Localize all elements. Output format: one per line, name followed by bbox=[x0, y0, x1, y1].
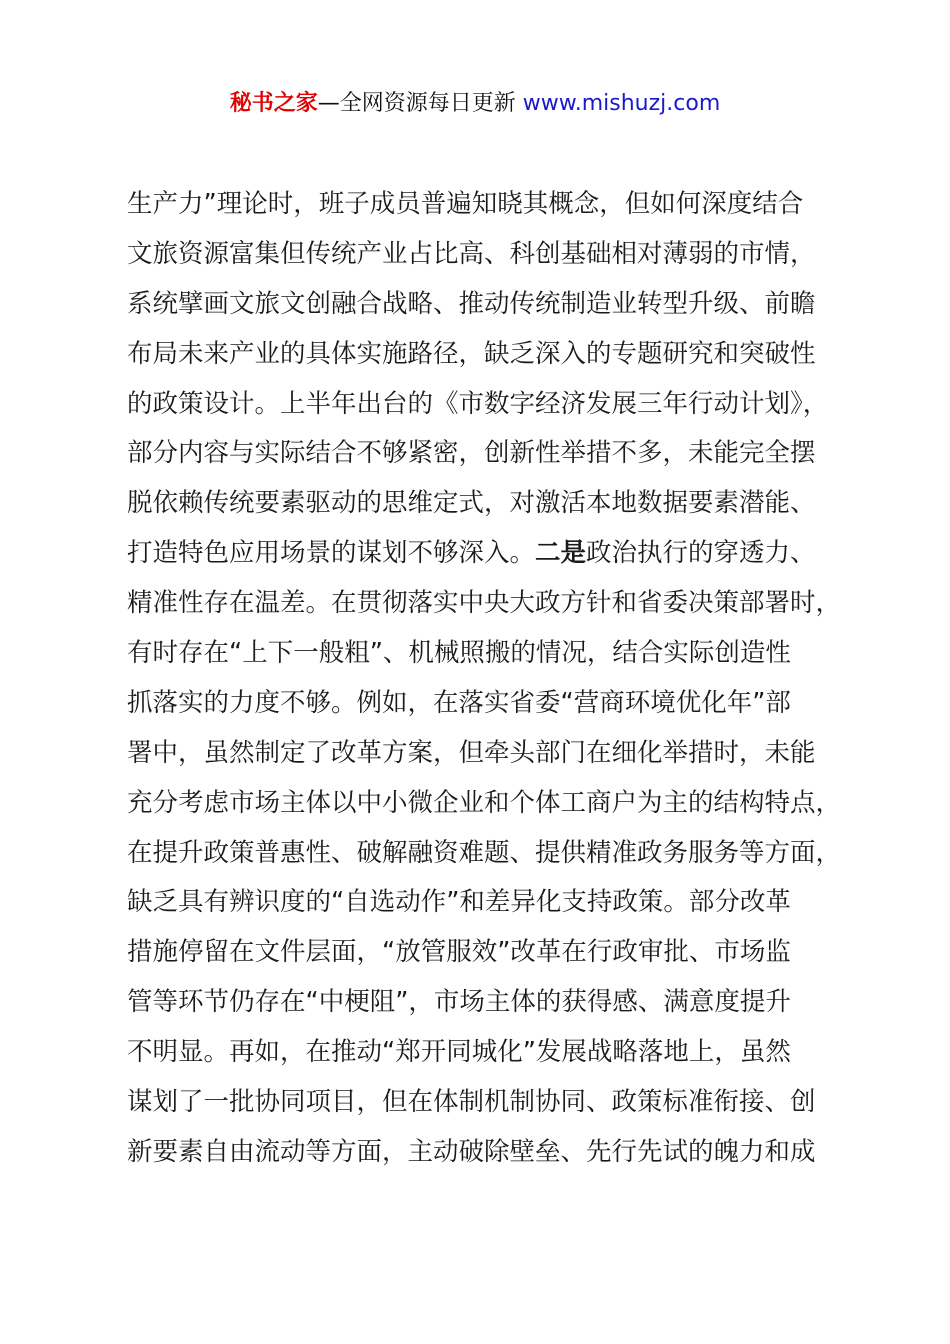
body-line-16: 措施停留在文件层面，“放管服效”改革在行政审批、市场监 bbox=[127, 937, 791, 968]
site-tagline: —全网资源每日更新 bbox=[317, 91, 523, 116]
body-line-12: 署中，虽然制定了改革方案，但牵头部门在细化举措时，未能 bbox=[127, 737, 816, 768]
site-brand: 秘书之家 bbox=[229, 91, 318, 116]
page-header bbox=[0, 88, 950, 120]
body-line-2: 文旅资源富集但传统产业占比高、科创基础相对薄弱的市情， bbox=[127, 238, 816, 269]
body-line-6: 部分内容与实际结合不够紧密，创新性举措不多，未能完全摆 bbox=[127, 438, 816, 469]
body-line-5: 的政策设计。上半年出台的《市数字经济发展三年行动计划》， bbox=[127, 388, 829, 419]
body-line-8-tail: 政治执行的穿透力、 bbox=[586, 538, 816, 569]
body-line-14: 在提升政策普惠性、破解融资难题、提供精准政务服务等方面， bbox=[127, 837, 842, 868]
body-line-15: 缺乏具有辨识度的“自选动作”和差异化支持政策。部分改革 bbox=[127, 887, 791, 918]
body-line-11: 抓落实的力度不够。例如，在落实省委“营商环境优化年”部 bbox=[127, 687, 791, 718]
site-url-link[interactable]: www.mishuzj.com bbox=[522, 91, 721, 116]
body-line-8 bbox=[127, 529, 847, 579]
body-line-18: 不明显。再如，在推动“郑开同城化”发展战略落地上，虽然 bbox=[127, 1037, 791, 1068]
body-line-20: 新要素自由流动等方面，主动破除壁垒、先行先试的魄力和成 bbox=[127, 1136, 816, 1167]
body-line-1: 生产力”理论时，班子成员普遍知晓其概念，但如何深度结合 bbox=[127, 189, 804, 219]
body-line-17: 管等环节仍存在“中梗阻”，市场主体的获得感、满意度提升 bbox=[127, 987, 791, 1018]
body-line-13: 充分考虑市场主体以中小微企业和个体工商户为主的结构特点， bbox=[127, 787, 842, 818]
body-line-19: 谋划了一批协同项目，但在体制机制协同、政策标准衔接、创 bbox=[127, 1087, 816, 1118]
body-line-10: 有时存在“上下一般粗”、机械照搬的情况，结合实际创造性 bbox=[127, 638, 791, 669]
body-line-8-lead: 打造特色应用场景的谋划不够深入。 bbox=[127, 538, 536, 569]
body-line-4: 布局未来产业的具体实施路径，缺乏深入的专题研究和突破性 bbox=[127, 338, 816, 369]
body-line-7: 脱依赖传统要素驱动的思维定式，对激活本地数据要素潜能、 bbox=[127, 488, 816, 519]
document-body bbox=[127, 180, 847, 1178]
body-line-9: 精准性存在温差。在贯彻落实中央大政方针和省委决策部署时， bbox=[127, 588, 842, 619]
body-line-3: 系统擘画文旅文创融合战略、推动传统制造业转型升级、前瞻 bbox=[127, 288, 816, 319]
point-two-marker: 二是 bbox=[535, 538, 587, 569]
